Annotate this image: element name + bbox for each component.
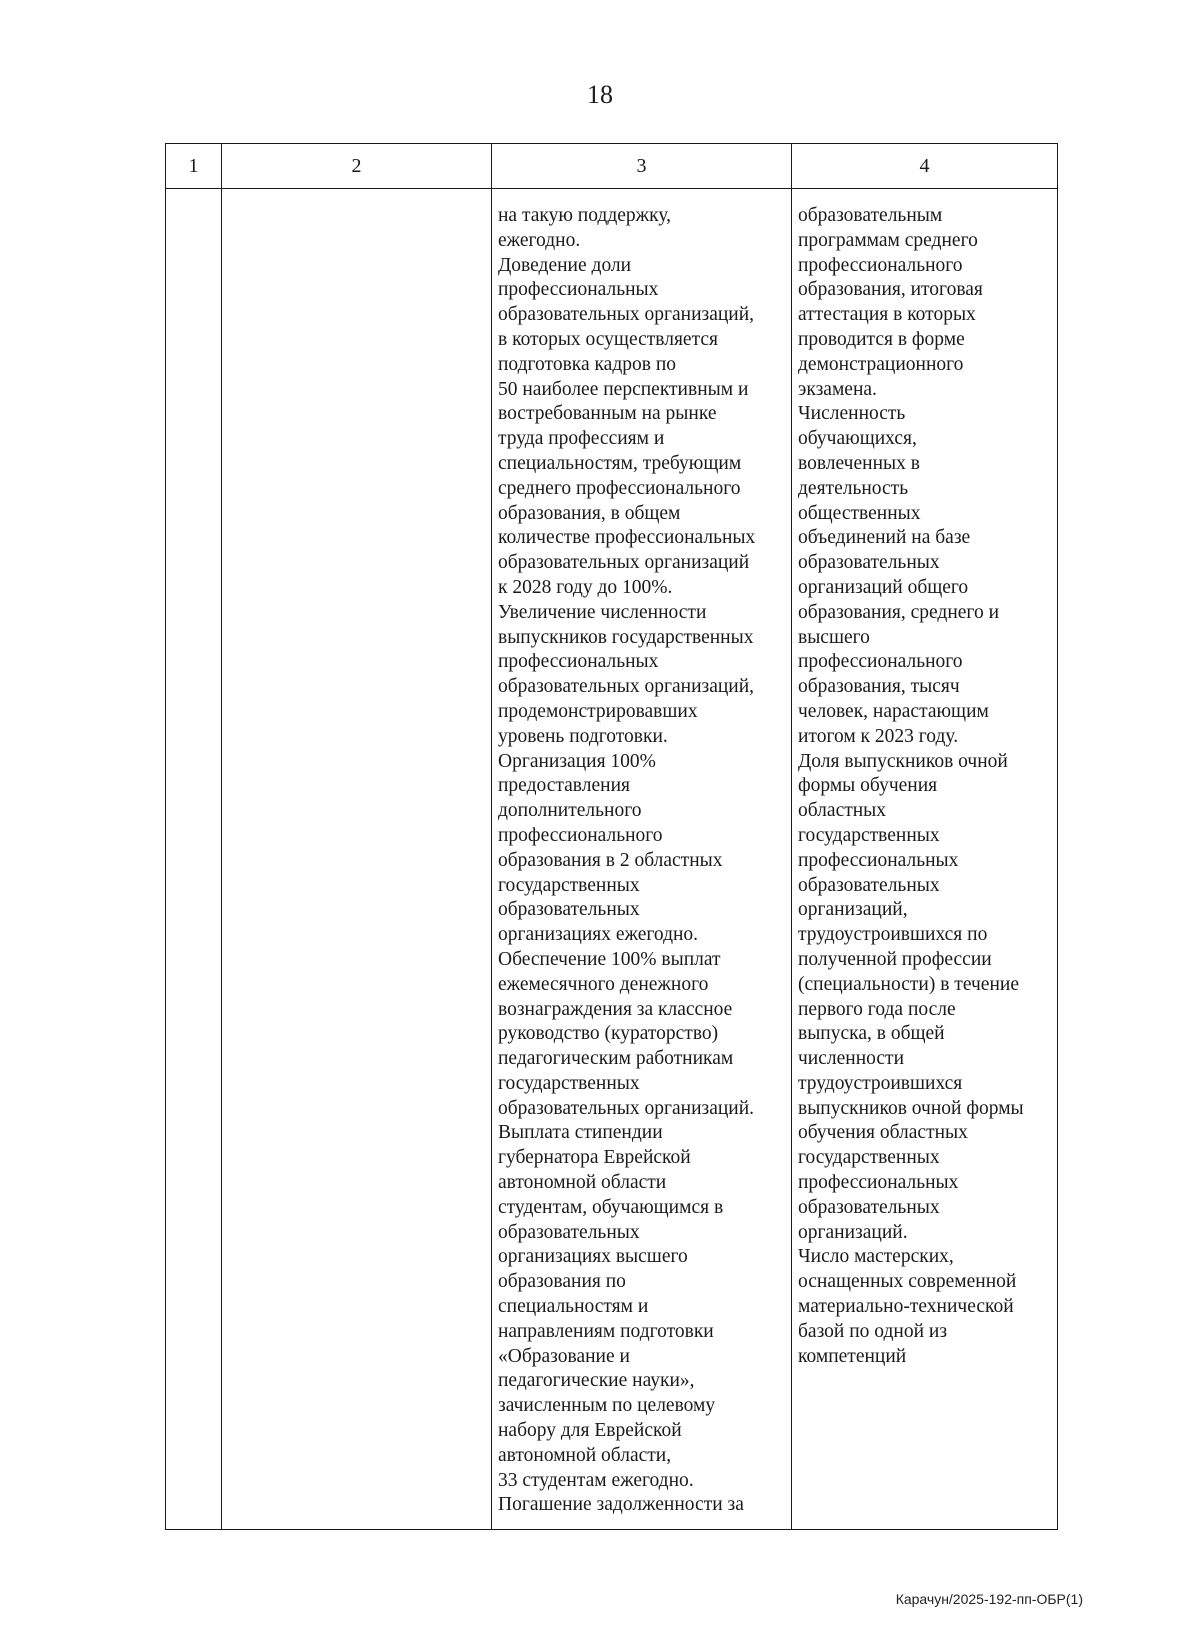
text-line: формы обучения: [798, 775, 938, 797]
table-header-row: [166, 144, 1058, 189]
text-line: оснащенных современной: [798, 1271, 1017, 1293]
text-line: уровень подготовки.: [498, 725, 668, 747]
text-line: набору для Еврейской: [498, 1420, 682, 1442]
text-line: образовательных: [498, 1221, 640, 1243]
text-line: 33 студентам ежегодно.: [498, 1469, 694, 1491]
text-line: образовательных: [798, 1196, 940, 1218]
col3-text: [492, 189, 791, 1518]
text-line: деятельность: [798, 477, 909, 499]
text-line: Число мастерских,: [798, 1246, 954, 1268]
header-cell-col1: 1: [166, 144, 222, 189]
text-line: образования в 2 областных: [498, 849, 723, 871]
text-line: итогом к 2023 году.: [798, 725, 959, 747]
text-line: профессиональных: [798, 849, 959, 871]
text-line: выпуска, в общей: [798, 1023, 945, 1045]
cell-col4: [792, 189, 1058, 1530]
col4-text: [792, 189, 1057, 1369]
text-line: организаций общего: [798, 576, 969, 598]
text-line: направлениям подготовки: [498, 1320, 714, 1342]
cell-col1: [166, 189, 222, 1530]
text-line: областных: [798, 800, 887, 822]
text-line: образования, тысяч: [798, 676, 960, 698]
text-line: 50 наиболее перспективным и: [498, 378, 749, 400]
text-line: зачисленным по целевому: [498, 1395, 716, 1417]
page-number: 18: [587, 80, 613, 109]
text-line: среднего профессионального: [498, 477, 741, 499]
text-line: Доля выпускников очной: [798, 750, 1008, 772]
text-line: продемонстрировавших: [498, 700, 698, 722]
text-line: востребованным на рынке: [498, 403, 717, 425]
text-line: специальностям и: [498, 1296, 649, 1318]
text-line: образовательных организаций.: [498, 1097, 755, 1119]
text-line: специальностям, требующим: [498, 452, 742, 474]
text-line: человек, нарастающим: [798, 700, 989, 722]
text-line: Погашение задолженности за: [498, 1494, 744, 1516]
text-line: подготовка кадров по: [498, 353, 677, 375]
text-line: профессионального: [798, 651, 963, 673]
text-line: образовательных организаций,: [498, 676, 755, 698]
cell-col2: [222, 189, 492, 1530]
text-line: трудоустроившихся по: [798, 924, 988, 946]
text-line: профессиональных: [498, 651, 659, 673]
text-line: обучающихся,: [798, 428, 917, 450]
text-line: ежемесячного денежного: [498, 973, 709, 995]
footer-document-code: Карачун/2025-192-пп-ОБР(1): [895, 1591, 1083, 1607]
text-line: численности: [798, 1048, 905, 1070]
text-line: образования, в общем: [498, 502, 681, 524]
table-row: [166, 189, 1058, 1530]
text-line: компетенций: [798, 1345, 907, 1367]
text-line: демонстрационного: [798, 353, 964, 375]
text-line: экзамена.: [798, 378, 877, 400]
text-line: образования, среднего и: [798, 601, 999, 623]
text-line: образовательных организаций: [498, 552, 750, 574]
text-line: дополнительного: [498, 800, 642, 822]
text-line: проводится в форме: [798, 328, 965, 350]
header-cell-col3: 3: [492, 144, 792, 189]
text-line: педагогические науки»,: [498, 1370, 695, 1392]
text-line: «Образование и: [498, 1345, 630, 1367]
text-line: объединений на базе: [798, 527, 971, 549]
text-line: государственных: [798, 824, 940, 846]
header-cell-col2: 2: [222, 144, 492, 189]
header-cell-col4: 4: [792, 144, 1058, 189]
text-line: труда профессиям и: [498, 428, 665, 450]
text-line: образования по: [498, 1271, 626, 1293]
text-line: базой по одной из: [798, 1320, 948, 1342]
text-line: Обеспечение 100% выплат: [498, 948, 721, 970]
text-line: Численность: [798, 403, 906, 425]
text-line: государственных: [498, 1072, 640, 1094]
text-line: аттестация в которых: [798, 304, 976, 326]
text-line: полученной профессии: [798, 948, 992, 970]
text-line: образования, итоговая: [798, 279, 983, 301]
text-line: автономной области,: [498, 1444, 672, 1466]
text-line: образовательных организаций,: [498, 304, 755, 326]
text-line: общественных: [798, 502, 921, 524]
text-line: образовательных: [798, 874, 940, 896]
text-line: студентам, обучающимся в: [498, 1196, 724, 1218]
text-line: трудоустроившихся: [798, 1072, 963, 1094]
text-line: выпускников очной формы: [798, 1097, 1024, 1119]
text-line: профессиональных: [798, 1172, 959, 1194]
text-line: Организация 100%: [498, 750, 656, 772]
text-line: количестве профессиональных: [498, 527, 756, 549]
text-line: на такую поддержку,: [498, 205, 671, 226]
text-line: программам среднего: [798, 229, 978, 251]
cell-col3: [492, 189, 792, 1530]
text-line: педагогическим работникам: [498, 1048, 734, 1070]
text-line: государственных: [798, 1147, 940, 1169]
document-table: [165, 143, 1058, 1530]
text-line: образовательных: [498, 899, 640, 921]
text-line: Увеличение численности: [498, 601, 707, 623]
text-line: ежегодно.: [498, 229, 581, 251]
text-line: организациях ежегодно.: [498, 924, 699, 946]
text-line: первого года после: [798, 998, 956, 1020]
text-line: губернатора Еврейской: [498, 1147, 691, 1169]
text-line: к 2028 году до 100%.: [498, 576, 673, 598]
text-line: государственных: [498, 874, 640, 896]
text-line: Выплата стипендии: [498, 1122, 663, 1144]
text-line: организациях высшего: [498, 1246, 688, 1268]
text-line: вознаграждения за классное: [498, 998, 733, 1020]
text-line: материально-технической: [798, 1296, 1014, 1318]
text-line: (специальности) в течение: [798, 973, 1019, 995]
text-line: профессиональных: [498, 279, 659, 301]
text-line: выпускников государственных: [498, 626, 754, 648]
text-line: профессионального: [498, 824, 663, 846]
text-line: организаций.: [798, 1221, 908, 1243]
text-line: руководство (кураторство): [498, 1023, 719, 1045]
text-line: предоставления: [498, 775, 630, 797]
text-line: в которых осуществляется: [498, 328, 718, 350]
text-line: вовлеченных в: [798, 452, 920, 474]
text-line: высшего: [798, 626, 870, 648]
text-line: образовательных: [798, 552, 940, 574]
text-line: обучения областных: [798, 1122, 968, 1144]
text-line: профессионального: [798, 254, 963, 276]
text-line: образовательным: [798, 205, 943, 226]
text-line: автономной области: [498, 1172, 667, 1194]
text-line: Доведение доли: [498, 254, 632, 276]
text-line: организаций,: [798, 899, 908, 921]
